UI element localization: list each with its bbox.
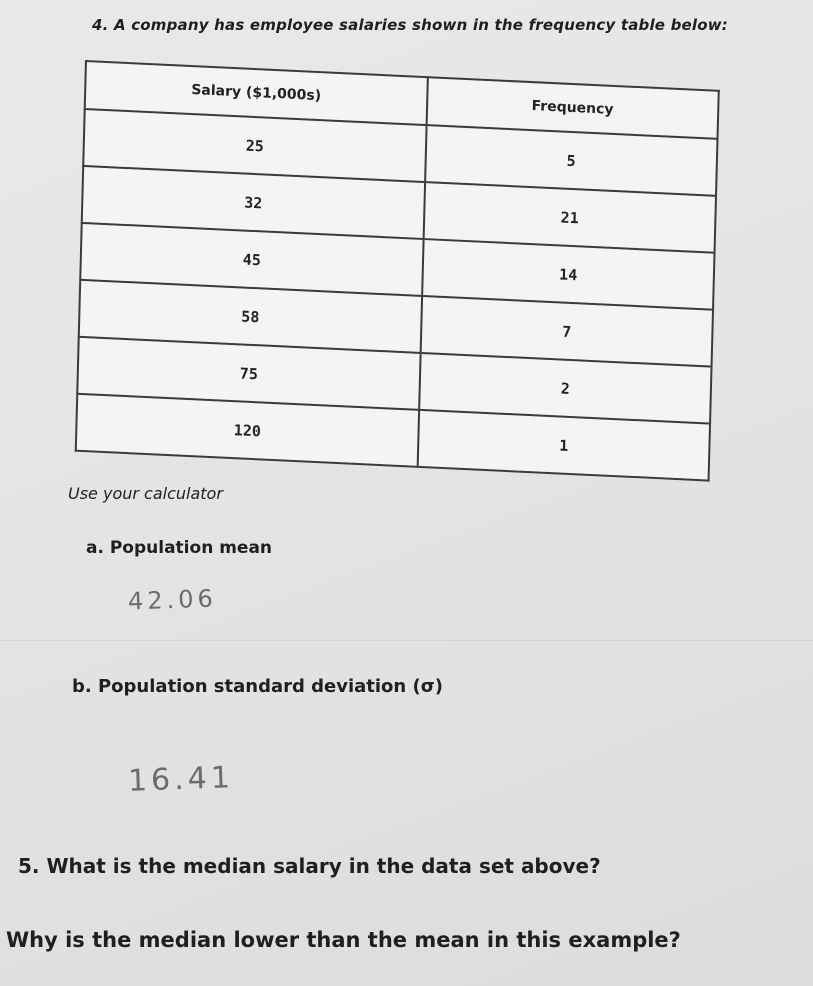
frequency-cell: 7	[420, 296, 713, 367]
frequency-column-header: Frequency	[426, 77, 718, 139]
part-b-label: b. Population standard deviation (σ)	[72, 676, 443, 697]
part-a-label: a. Population mean	[86, 538, 273, 558]
salary-cell: 58	[79, 280, 422, 353]
salary-cell: 32	[82, 166, 425, 239]
frequency-cell: 2	[419, 353, 712, 424]
salary-cell: 45	[80, 223, 423, 296]
salary-cell: 75	[77, 337, 420, 410]
frequency-cell: 1	[417, 410, 710, 481]
salary-cell: 120	[76, 394, 419, 467]
question-4-heading: 4. A company has employee salaries shown in the frequency table below:	[92, 16, 729, 34]
frequency-cell: 5	[425, 125, 718, 196]
followup-question-text: Why is the median lower than the mean in this example?	[6, 928, 681, 952]
frequency-table-container	[75, 60, 720, 482]
frequency-table	[75, 60, 720, 482]
salary-column-header: Salary ($1,000s)	[85, 61, 428, 125]
frequency-cell: 21	[423, 182, 716, 253]
frequency-cell: 14	[422, 239, 715, 310]
part-b-handwritten-answer: 16.41	[127, 760, 235, 799]
paper-crease	[0, 640, 813, 641]
salary-cell: 25	[83, 109, 426, 182]
question-5-text: 5. What is the median salary in the data set above?	[18, 854, 601, 878]
part-a-handwritten-answer: 42.06	[127, 584, 218, 616]
use-calculator-instruction: Use your calculator	[68, 484, 223, 503]
